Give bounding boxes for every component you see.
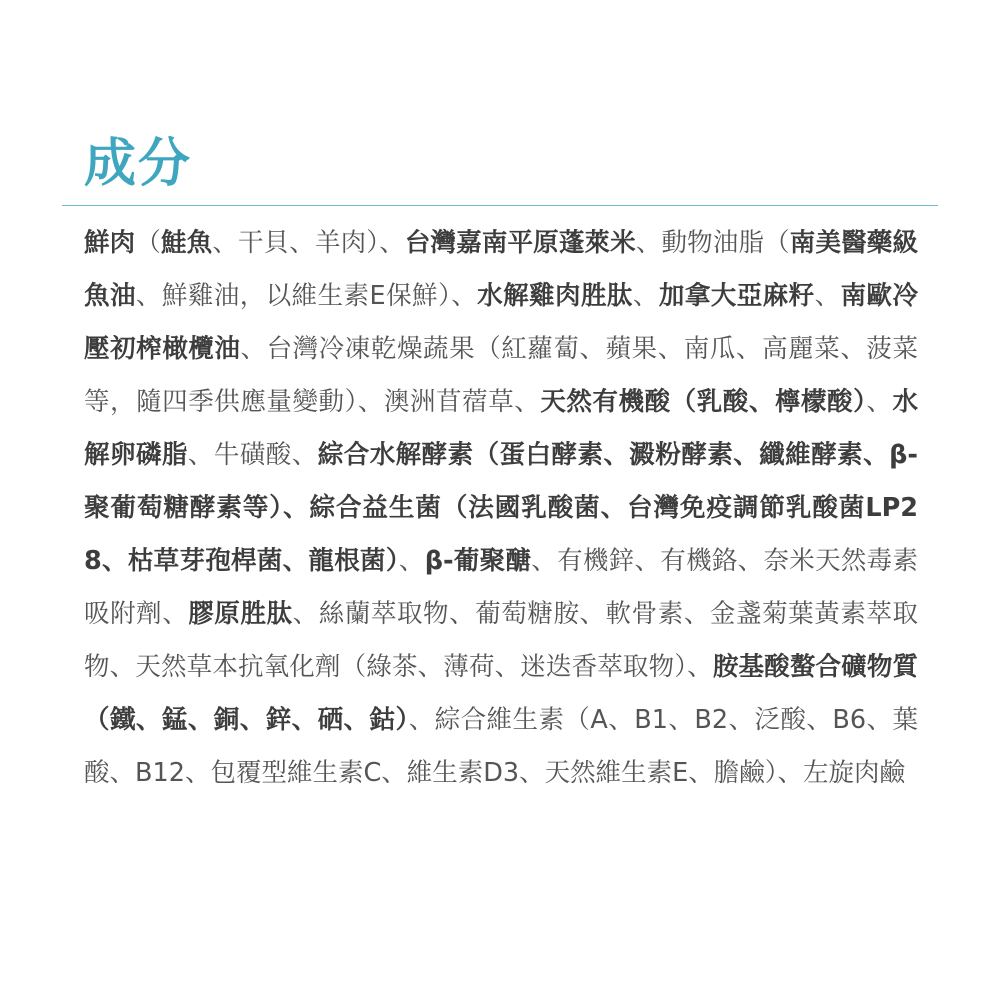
ingredient-text: （ (135, 228, 161, 258)
ingredient-text: 、 (632, 281, 659, 311)
ingredient-highlight: 南歐冷壓初榨橄欖油 (84, 281, 918, 364)
ingredient-highlight: 南美醫藥級魚油 (84, 228, 918, 311)
ingredient-text: 、 (866, 387, 893, 417)
ingredient-highlight: 台灣嘉南平原蓬萊米 (404, 228, 636, 258)
page-title: 成分 (84, 134, 193, 194)
ingredient-text: 、 (814, 281, 841, 311)
ingredient-text: 、綜合維生素（A、B1、B2、泛酸、B6、葉酸、B12、包覆型維生素C、維生素D3、天然維生素E、膽鹼）、左旋肉鹼 (84, 705, 918, 788)
ingredient-text: 、動物油脂（ (635, 228, 790, 258)
ingredient-text: 、有機鋅、有機鉻、奈米天然毒素吸附劑、 (84, 546, 918, 629)
ingredient-highlight: 加拿大亞麻籽 (658, 281, 815, 311)
ingredient-text: 、干貝、羊肉）、 (212, 228, 405, 258)
ingredient-text: 、絲蘭萃取物、葡萄糖胺、軟骨素、金盞菊葉黃素萃取物、天然草本抗氧化劑（綠茶、薄荷、迷迭香萃取物）、 (84, 599, 918, 682)
title-divider (62, 205, 938, 206)
ingredient-text: 、台灣冷凍乾燥蔬果（紅蘿蔔、蘋果、南瓜、高麗菜、菠菜等，隨四季供應量變動）、澳洲苜蓿草、 (84, 334, 918, 417)
ingredient-text: 、鮮雞油，以維生素E保鮮）、 (135, 281, 478, 311)
ingredient-highlight: 鮮肉 (84, 228, 136, 258)
ingredients-paragraph (84, 217, 918, 800)
ingredient-highlight: 綜合水解酵素（蛋白酵素、澱粉酵素、纖維酵素、β-聚葡萄糖酵素等）、綜合益生菌（法國乳酸菌、台灣免疫調節乳酸菌LP28、枯草芽孢桿菌、龍根菌） (84, 440, 918, 576)
ingredient-highlight: 水解卵磷脂 (84, 387, 918, 470)
ingredient-highlight: 膠原胜肽 (188, 599, 293, 629)
ingredient-highlight: 鮭魚 (161, 228, 213, 258)
ingredient-text: 、牛磺酸、 (187, 440, 318, 470)
ingredient-highlight: β-葡聚醣 (424, 546, 532, 576)
ingredient-text: 、 (398, 546, 425, 576)
ingredient-highlight: 胺基酸螯合礦物質（鐵、錳、銅、鋅、硒、鈷） (84, 652, 918, 735)
ingredient-highlight: 天然有機酸（乳酸、檸檬酸） (540, 387, 867, 417)
ingredient-highlight: 水解雞肉胜肽 (477, 281, 633, 311)
